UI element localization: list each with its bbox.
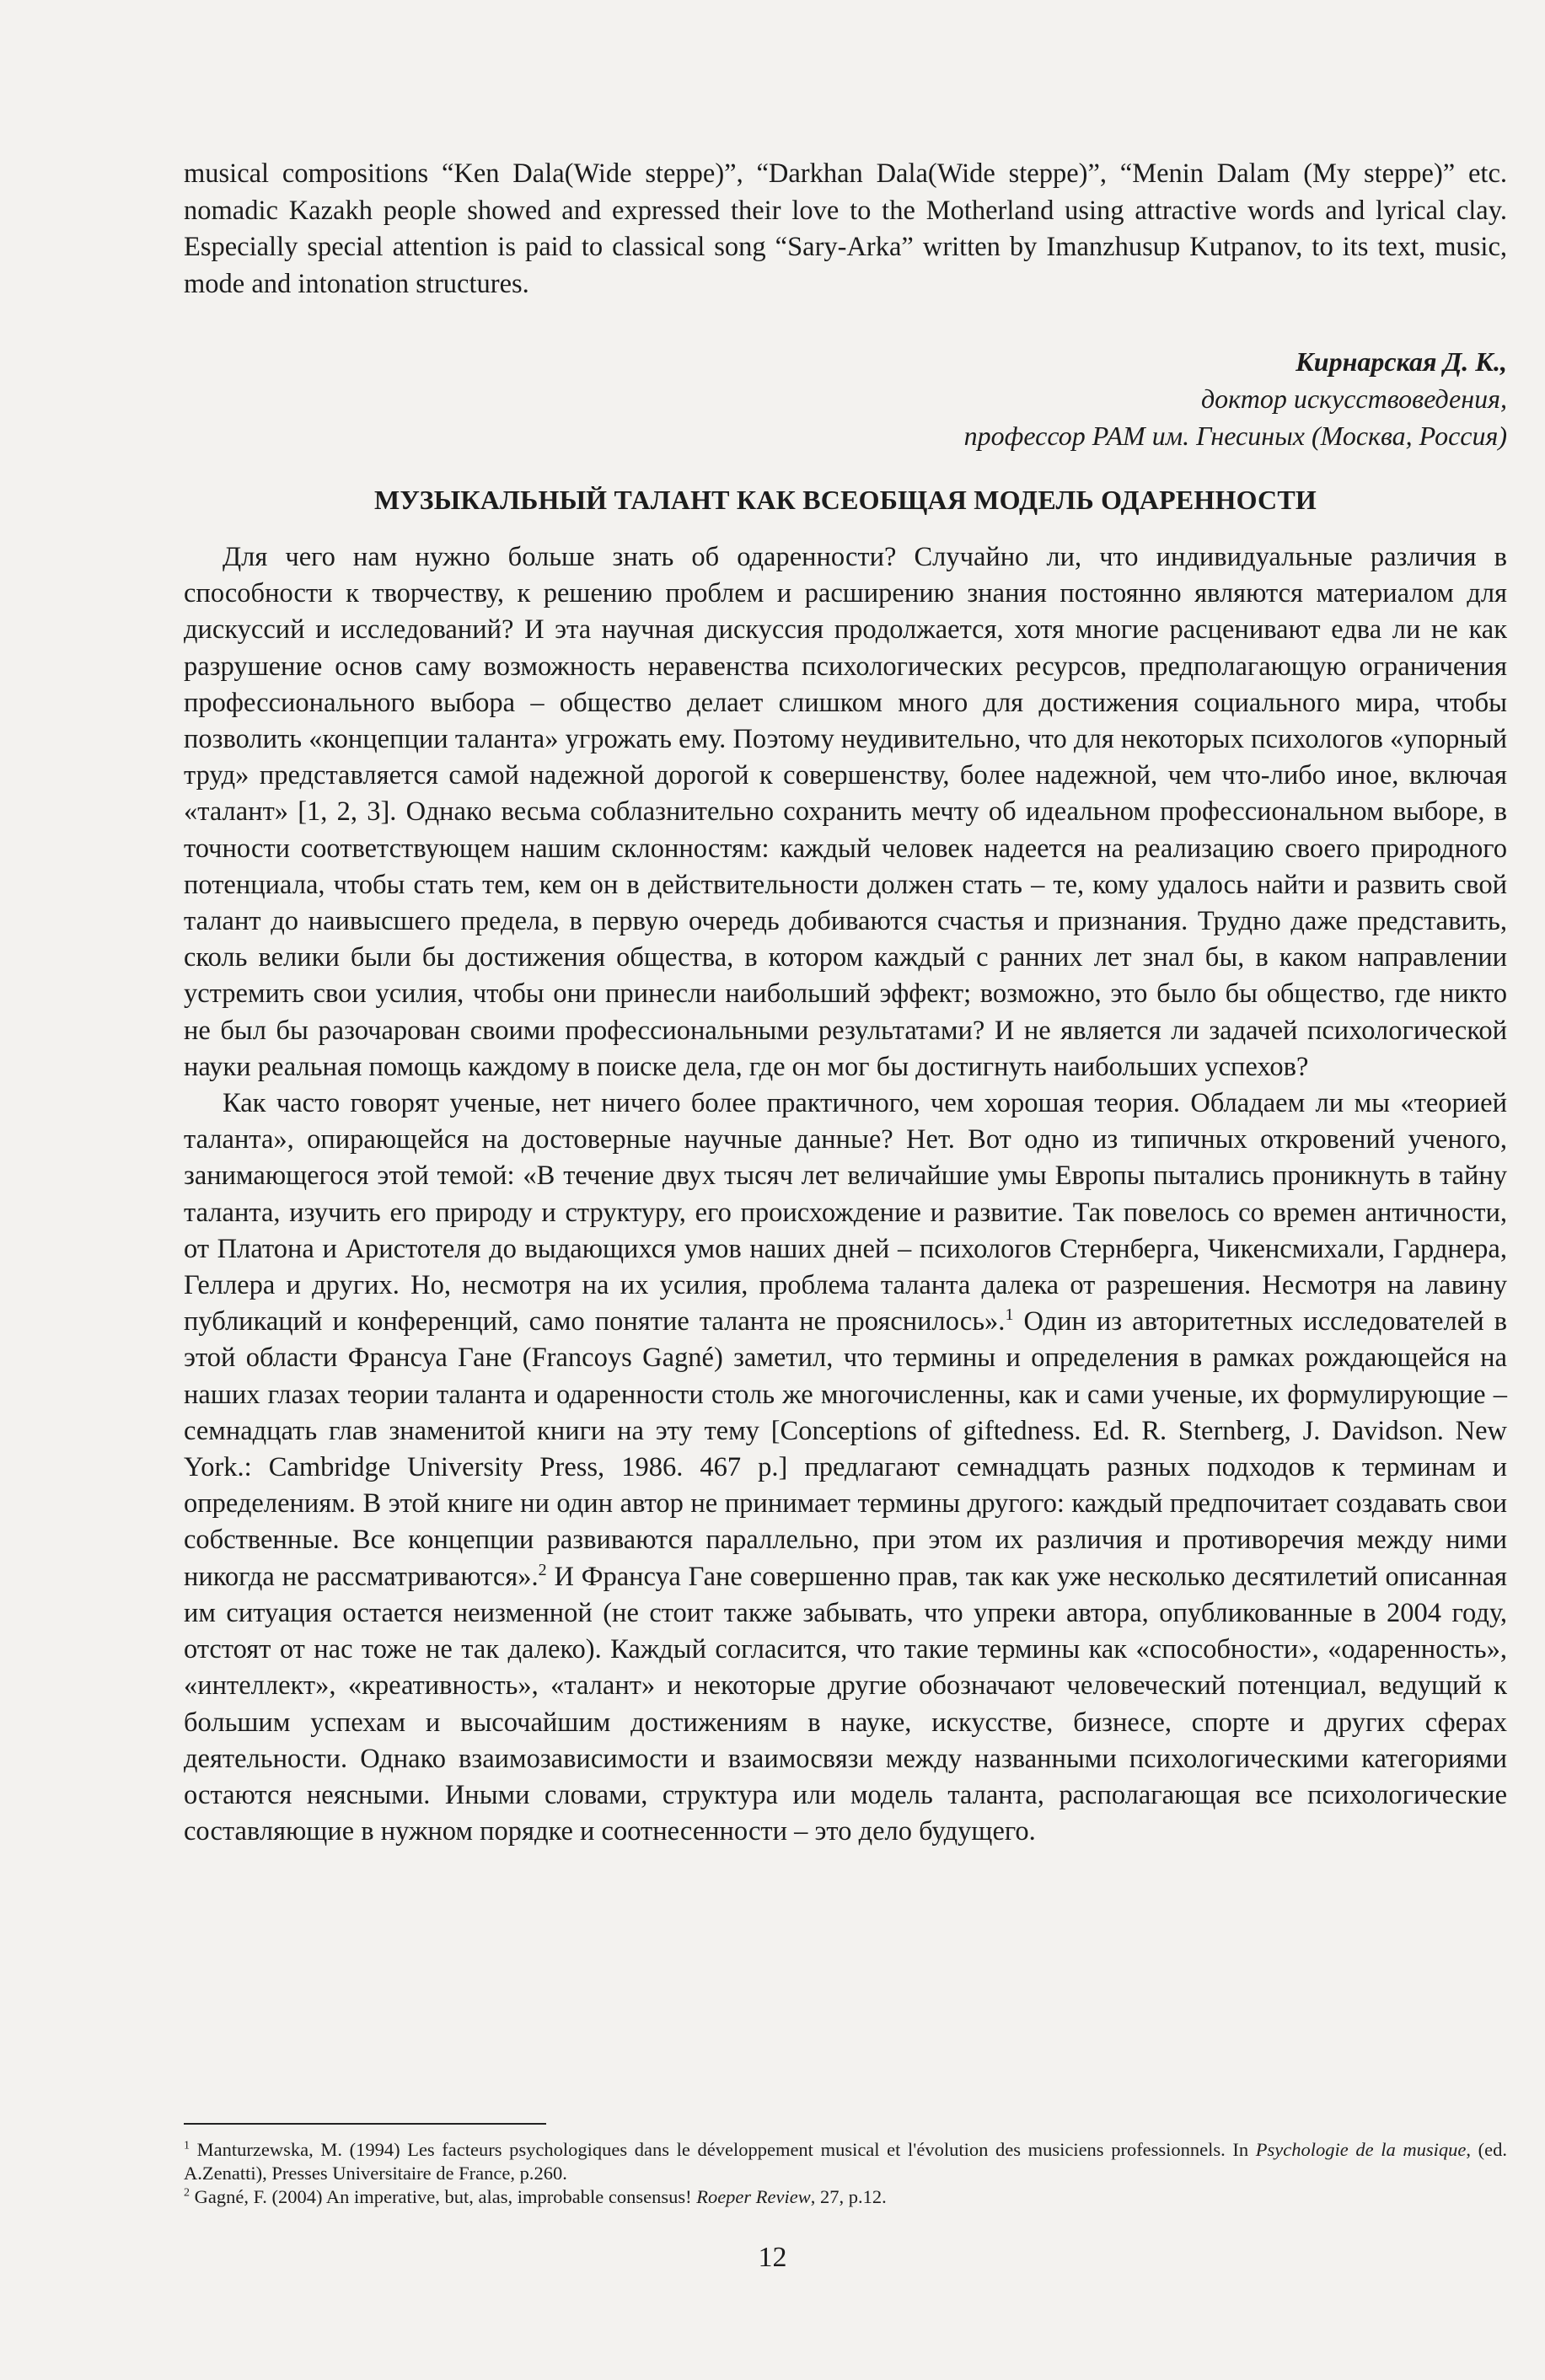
footnotes — [184, 2138, 1507, 2209]
footnote-1-mark: 1 — [184, 2139, 190, 2152]
footnote-2-mark: 2 — [184, 2186, 190, 2200]
author-position: профессор РАМ им. Гнесиных (Москва, Россия) — [963, 421, 1507, 451]
paragraph-2-text-b: Один из авторитетных исследователей в этой области Франсуа Гане (Francoys Gagné) заметил, что термины и определения в рамках рождающейся на наших глазах теории таланта и одаренности столь же многочисленны, как и сами ученые, их формулирующие – семнадцать глав знаменитой книги на эту тему [Conceptions of giftedness. Ed. R. Sternberg, J. Davidson. New York.: Cambridge University Press, 1986. 467 p.] предлагают семнадцать разных подходов к терминам и определениям. В этой книге ни один автор не принимает термины другого: каждый предпочитает создавать свои собственные. Все концепции развиваются параллельно, при этом их различия и противоречия между ними никогда не рассматриваются». — [184, 1306, 1507, 1592]
body-paragraph-1: Для чего нам нужно больше знать об одаренности? Случайно ли, что индивидуальные различия в способности к творчеству, к решению проблем и расширению знания постоянно являются материалом для дискуссий и исследований? И эта научная дискуссия продолжается, хотя многие расценивают едва ли не как разрушение основ саму возможность неравенства психологических ресурсов, предполагающую ограничения профессионального выбора – общество делает слишком много для достижения социального мира, чтобы позволить «концепции таланта» угрожать ему. Поэтому неудивительно, что для некоторых психологов «упорный труд» представляется самой надежной дорогой к совершенству, более надежной, чем что-либо иное, включая «талант» [1, 2, 3]. Однако весьма соблазнительно сохранить мечту об идеальном профессиональном выборе, в точности соответствующем нашим склонностям: каждый человек надеется на реализацию своего природного потенциала, чтобы стать тем, кем он в действительности должен стать – те, кому удалось найти и развить свой талант до наивысшего предела, в первую очередь добиваются счастья и признания. Трудно даже представить, сколь велики были бы достижения общества, в котором каждый с ранних лет знал бы, в каком направлении устремить свои усилия, чтобы они принесли наибольший эффект; возможно, это было бы общество, где никто не был бы разочарован своими профессиональными результатами? И не является ли задачей психологической науки реальная помощь каждому в поиске дела, где он мог бы достигнуть наибольших успехов? — [184, 542, 1507, 1082]
footnote-1-source: Psychologie de la musique — [1255, 2139, 1467, 2160]
footnote-1-text: Manturzewska, M. (1994) Les facteurs psychologiques dans le développement musical et l'évolution des musiciens professionnels. In — [190, 2139, 1256, 2160]
article-title: МУЗЫКАЛЬНЫЙ ТАЛАНТ КАК ВСЕОБЩАЯ МОДЕЛЬ ОДАРЕННОСТИ — [373, 485, 1317, 515]
footnote-ref-2: 2 — [538, 1560, 547, 1579]
paragraph-2-text-a: Как часто говорят ученые, нет ничего более практичного, чем хорошая теория. Обладаем ли мы «теорией таланта», опирающейся на достоверные научные данные? Нет. Вот одно из типичных откровений ученого, занимающегося этой темой: «В течение двух тысяч лет величайшие умы Европы пытались проникнуть в тайну таланта, изучить его природу и структуру, его происхождение и развитие. Так повелось со времен античности, от Платона и Аристотеля до выдающихся умов наших дней – психологов Стернберга, Чикенсмихали, Гарднера, Геллера и других. Но, несмотря на их усилия, проблема таланта далека от разрешения. Несмотря на лавину публикаций и конференций, само понятие таланта не прояснилось». — [184, 1088, 1507, 1337]
page-number: 12 — [758, 2242, 787, 2273]
footnote-divider — [184, 2123, 546, 2125]
author-name: Кирнарская Д. К., — [1296, 346, 1507, 377]
footnote-2-source: Roeper Review — [696, 2186, 811, 2207]
footnote-1 — [184, 2138, 1507, 2185]
footnote-2-text: Gagné, F. (2004) An imperative, but, alas, improbable consensus! — [190, 2186, 697, 2207]
main-content — [184, 156, 1507, 1850]
author-degree: доктор искусствоведения, — [1200, 383, 1507, 414]
author-block — [184, 343, 1507, 454]
footnote-2 — [184, 2185, 1507, 2209]
paragraph-2-text-c: И Франсуа Гане совершенно прав, так как уже несколько десятилетий описанная им ситуация остается неизменной (не стоит также забывать, что упреки автора, опубликованные в 2004 году, отстоят от нас тоже не так далеко). Каждый согласится, что такие термины как «способности», «одаренность», «интеллект», «креативность», «талант» и некоторые другие обозначают человеческий потенциал, ведущий к большим успехам и высочайшим достижениям в науке, искусстве, бизнесе, спорте и других сферах деятельности. Однако взаимозависимости и взаимосвязи между названными психологическими категориями остаются неясными. Иными словами, структура или модель таланта, располагающая все психологические составляющие в нужном порядке и соотнесенности – это дело будущего. — [184, 1561, 1507, 1847]
english-abstract: musical compositions “Ken Dala(Wide steppe)”, “Darkhan Dala(Wide steppe)”, “Menin Dalam (My steppe)” etc. nomadic Kazakh people showed and expressed their love to the Motherland using attractive words and lyrical clay. Especially special attention is paid to classical song “Sary-Arka” written by Imanzhusup Kutpanov, to its text, music, mode and intonation structures. — [184, 158, 1507, 299]
footnote-2-tail: , 27, p.12. — [810, 2186, 887, 2207]
footnote-1-tail: , (ed. A.Zenatti), Presses Universitaire de France, p.260. — [184, 2139, 1507, 2184]
footnote-ref-1: 1 — [1005, 1305, 1014, 1325]
body-paragraph-2 — [184, 1085, 1507, 1850]
